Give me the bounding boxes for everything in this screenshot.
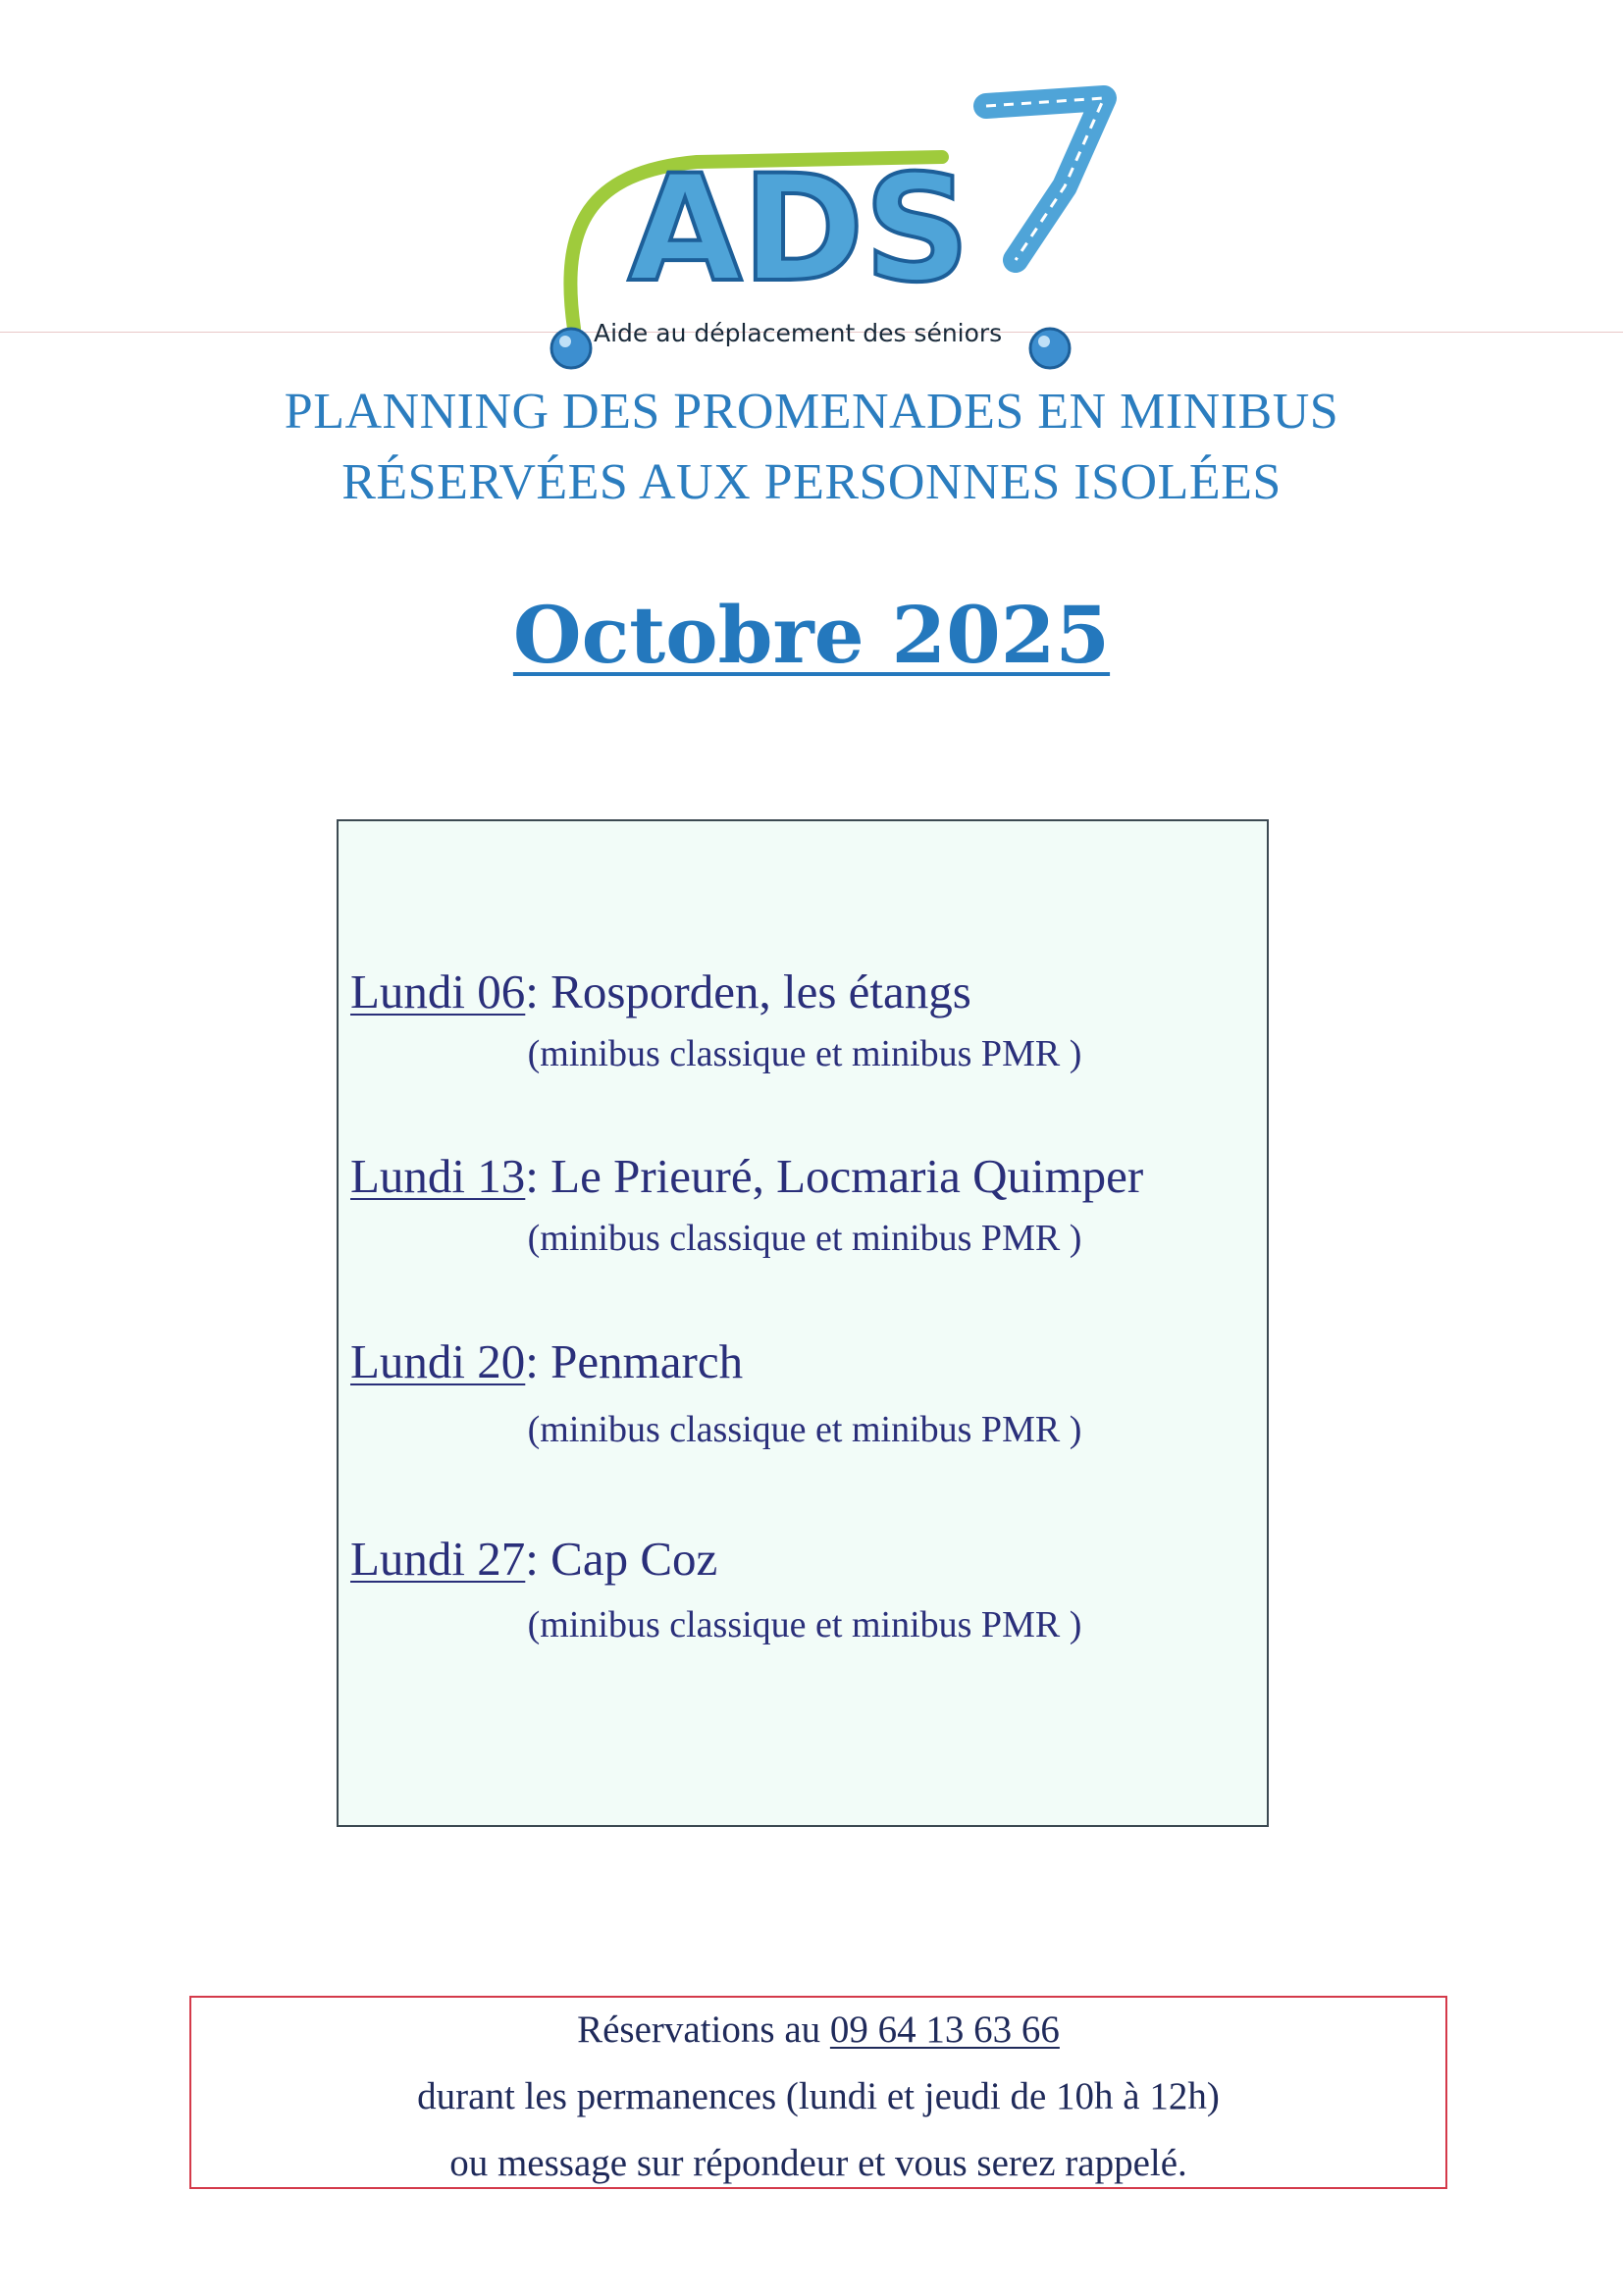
entry-separator: : — [525, 1149, 551, 1203]
entry-note: (minibus classique et minibus PMR ) — [527, 1604, 1082, 1645]
reservation-phone: 09 64 13 63 66 — [829, 2009, 1060, 2051]
entry-place: Cap Coz — [550, 1532, 718, 1586]
logo-word: ADS — [628, 144, 970, 315]
reservation-line-3: ou message sur répondeur et vous serez rappelé. — [449, 2142, 1187, 2184]
logo-tagline: Aide au déplacement des séniors — [594, 319, 1003, 347]
month-title-wrapper — [0, 589, 1623, 681]
entry-line — [350, 1333, 743, 1389]
entry-separator: : — [525, 1532, 551, 1586]
month-title: Octobre 2025 — [512, 589, 1111, 681]
schedule-box — [337, 819, 1269, 1827]
entry-day: Lundi 27 — [350, 1532, 526, 1586]
entry-line — [350, 964, 971, 1019]
entry-note: (minibus classique et minibus PMR ) — [527, 1033, 1082, 1074]
entry-separator: : — [525, 1334, 551, 1388]
entry-day: Lundi 20 — [350, 1334, 526, 1388]
entry-note: (minibus classique et minibus PMR ) — [527, 1218, 1082, 1259]
entry-day: Lundi 06 — [350, 965, 526, 1018]
page-heading-line-1: PLANNING DES PROMENADES EN MINIBUS — [284, 384, 1339, 440]
entry-line — [350, 1148, 1143, 1204]
entry-separator: : — [525, 965, 551, 1018]
ads7-logo-graphic — [530, 78, 1099, 392]
ads7-logo — [530, 78, 1099, 392]
page-heading-line-2: RÉSERVÉES AUX PERSONNES ISOLÉES — [341, 454, 1282, 510]
entry-place: Le Prieuré, Locmaria Quimper — [550, 1149, 1144, 1203]
reservation-line-1 — [191, 2008, 1445, 2052]
entry-place: Penmarch — [550, 1334, 744, 1388]
entry-place: Rosporden, les étangs — [550, 965, 971, 1018]
entry-day: Lundi 13 — [350, 1149, 526, 1203]
reservation-prefix: Réservations au — [577, 2009, 830, 2051]
entry-line — [350, 1531, 717, 1587]
reservation-line-2: durant les permanences (lundi et jeudi de 10h à 12h) — [417, 2075, 1220, 2117]
entry-note: (minibus classique et minibus PMR ) — [527, 1409, 1082, 1450]
reservation-box — [189, 1996, 1447, 2189]
